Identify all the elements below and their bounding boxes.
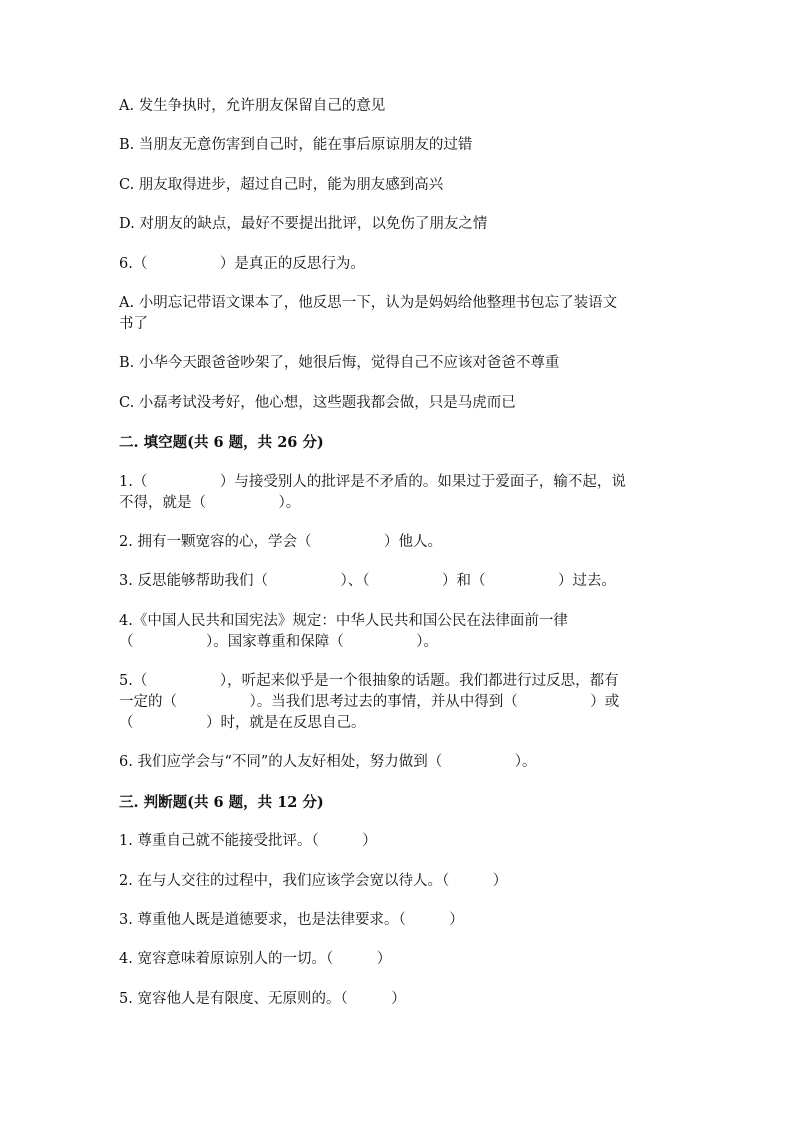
section-true-false-heading: 三. 判断题(共 6 题，共 12 分) (119, 794, 324, 811)
fill-question-4: 4.《中国人民共和国宪法》规定：中华人民共和国公民在法律面前一律 (119, 613, 568, 629)
option-d-line: D. 对朋友的缺点，最好不要提出批评，以免伤了朋友之情 (119, 216, 488, 232)
judge-question-5: 5. 宽容他人是有限度、无原则的。（ ） (119, 991, 406, 1007)
fill-question-3: 3. 反思能够帮助我们（ ）、（ ）和（ ）过去。 (119, 573, 616, 589)
question-6-option-c: C. 小磊考试没考好，他心想，这些题我都会做，只是马虎而已 (119, 395, 516, 411)
question-6-stem: 6.（ ）是真正的反思行为。 (119, 256, 365, 272)
option-b-line: B. 当朋友无意伤害到自己时，能在事后原谅朋友的过错 (119, 137, 473, 153)
judge-question-1: 1. 尊重自己就不能接受批评。（ ） (119, 833, 377, 849)
fill-question-1-cont: 不得，就是（ ）。 (119, 495, 301, 511)
judge-question-2: 2. 在与人交往的过程中，我们应该学会宽以待人。（ ） (119, 873, 508, 889)
fill-question-1: 1.（ ）与接受别人的批评是不矛盾的。如果过于爱面子，输不起，说 (119, 474, 626, 490)
question-6-option-b: B. 小华今天跟爸爸吵架了，她很后悔，觉得自己不应该对爸爸不尊重 (119, 355, 560, 371)
question-6-option-a: A. 小明忘记带语文课本了，他反思一下，认为是妈妈给他整理书包忘了装语文 (119, 295, 618, 311)
fill-question-5: 5.（ ），听起来似乎是一个很抽象的话题。我们都进行过反思，都有 (119, 673, 619, 689)
option-a-line: A. 发生争执时，允许朋友保留自己的意见 (119, 98, 386, 114)
fill-question-5-cont-1: 一定的（ ）。当我们思考过去的事情，并从中得到（ ）或 (119, 694, 620, 710)
judge-question-4: 4. 宽容意味着原谅别人的一切。（ ） (119, 951, 392, 967)
fill-question-4-cont: （ ）。国家尊重和保障（ ）。 (119, 634, 438, 650)
question-6-option-a-cont: 书了 (119, 316, 148, 332)
option-c-line: C. 朋友取得进步，超过自己时，能为朋友感到高兴 (119, 177, 444, 193)
section-fill-blank-heading: 二. 填空题(共 6 题，共 26 分) (119, 434, 324, 451)
fill-question-5-cont-2: （ ）时，就是在反思自己。 (119, 715, 366, 731)
fill-question-6: 6. 我们应学会与“不同”的人友好相处，努力做到（ ）。 (119, 754, 537, 770)
fill-question-2: 2. 拥有一颗宽容的心，学会（ ）他人。 (119, 534, 442, 550)
judge-question-3: 3. 尊重他人既是道德要求，也是法律要求。（ ） (119, 912, 464, 928)
